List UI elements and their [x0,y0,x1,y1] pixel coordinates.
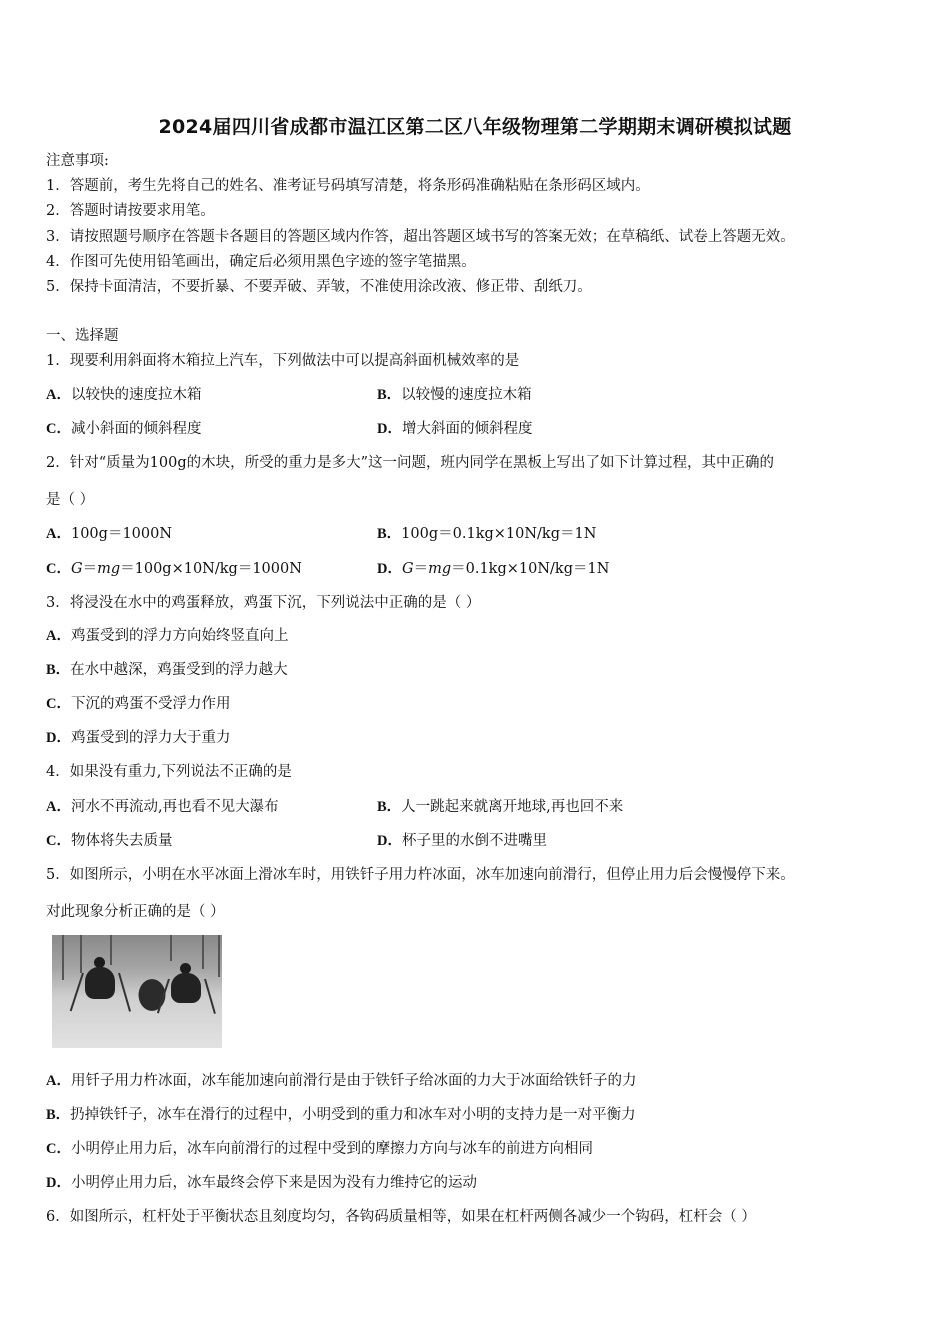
notice-heading: 注意事项: [46,153,109,169]
question-5-stem: 5．如图所示，小明在水平冰面上滑冰车时，用铁钎子用力杵冰面，冰车加速向前滑行，但停止用力后会慢慢停下来。 [46,867,795,883]
q2-option-a: A．100g＝1000N [46,526,173,542]
q5-option-d: D．小明停止用力后，冰车最终会停下来是因为没有力维持它的运动 [46,1175,477,1191]
q1-option-c: C．减小斜面的倾斜程度 [46,421,202,437]
q4-option-d: D．杯子里的水倒不进嘴里 [377,833,547,849]
q4-option-a: A．河水不再流动,再也看不见大瀑布 [46,799,279,815]
notice-item: 4．作图可先使用铅笔画出，确定后必须用黑色字迹的签字笔描黑。 [46,254,476,270]
question-1-stem: 1．现要利用斜面将木箱拉上汽车，下列做法中可以提高斜面机械效率的是 [46,353,520,369]
notice-item: 3．请按照题号顺序在答题卡各题目的答题区域内作答，超出答题区域书写的答案无效；在草稿纸、试卷上答题无效。 [46,229,795,245]
q3-option-c: C．下沉的鸡蛋不受浮力作用 [46,696,231,712]
q1-option-d: D．增大斜面的倾斜程度 [377,421,533,437]
page-title: 2024届四川省成都市温江区第二区八年级物理第二学期期末调研模拟试题 [158,116,792,138]
q2-option-b: B．100g＝0.1kg×10N/kg＝1N [377,526,597,542]
q1-option-a: A．以较快的速度拉木箱 [46,387,202,403]
notice-item: 2．答题时请按要求用笔。 [46,203,215,219]
section-heading: 一、选择题 [46,328,119,344]
q3-option-a: A．鸡蛋受到的浮力方向始终竖直向上 [46,628,289,644]
notice-item: 5．保持卡面清洁，不要折暴、不要弄破、弄皱，不准使用涂改液、修正带、刮纸刀。 [46,279,592,295]
question-6-stem: 6．如图所示，杠杆处于平衡状态且刻度均匀，各钩码质量相等，如果在杠杆两侧各减少一个钩码，杠杆会（ ） [46,1209,756,1225]
notice-item: 1．答题前，考生先将自己的姓名、准考证号码填写清楚，将条形码准确粘贴在条形码区域内。 [46,178,650,194]
question-5-stem-cont: 对此现象分析正确的是（ ） [46,904,225,920]
question-4-stem: 4．如果没有重力,下列说法不正确的是 [46,764,292,780]
question-2-stem: 2．针对“质量为100g的木块，所受的重力是多大”这一问题，班内同学在黑板上写出了如下计算过程，其中正确的 [46,455,775,471]
q4-option-b: B．人一跳起来就离开地球,再也回不来 [377,799,624,815]
q3-option-b: B．在水中越深，鸡蛋受到的浮力越大 [46,662,288,678]
q1-option-b: B．以较慢的速度拉木箱 [377,387,532,403]
question-3-stem: 3．将浸没在水中的鸡蛋释放，鸡蛋下沉，下列说法中正确的是（ ） [46,595,481,611]
q2-option-c: C．G＝mg＝100g×10N/kg＝1000N [46,561,302,577]
ice-sled-photo [52,935,222,1048]
question-2-stem-cont: 是（ ） [46,492,95,508]
q5-option-a: A．用钎子用力杵冰面，冰车能加速向前滑行是由于铁钎子给冰面的力大于冰面给铁钎子的力 [46,1073,637,1089]
q2-option-d: D．G＝mg＝0.1kg×10N/kg＝1N [377,561,610,577]
q3-option-d: D．鸡蛋受到的浮力大于重力 [46,730,231,746]
q4-option-c: C．物体将失去质量 [46,833,173,849]
q5-option-c: C．小明停止用力后，冰车向前滑行的过程中受到的摩擦力方向与冰车的前进方向相同 [46,1141,593,1157]
q5-option-b: B．扔掉铁钎子，冰车在滑行的过程中，小明受到的重力和冰车对小明的支持力是一对平衡力 [46,1107,636,1123]
